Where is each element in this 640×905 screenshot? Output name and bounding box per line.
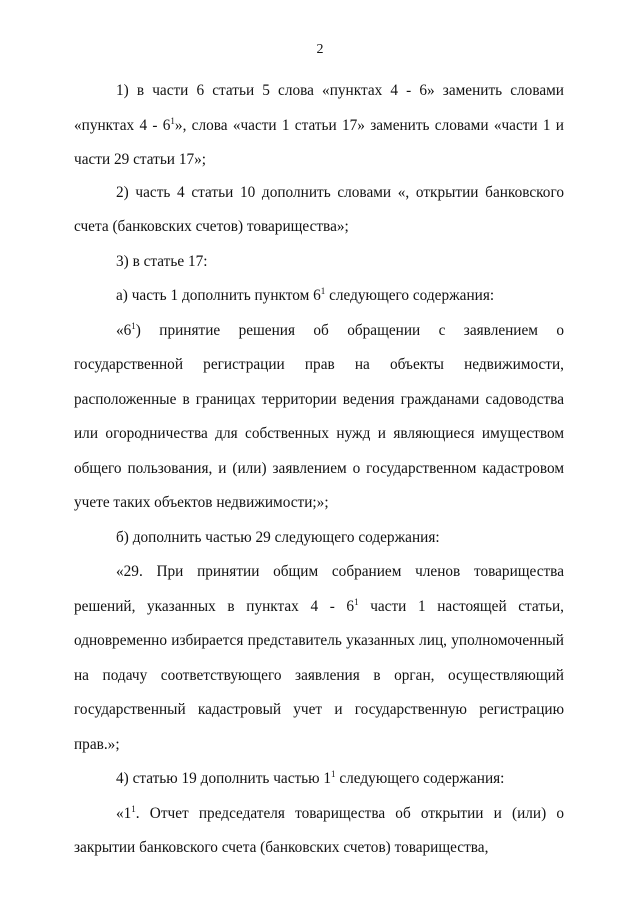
text-fragment: 1) в части 6 статьи 5 слова «пунктах 4 - 6» заменить словами «пунктах 4 - 6 (74, 82, 564, 134)
text-fragment: следующего содержания: (335, 770, 505, 787)
text-fragment: 3) в статье 17: (116, 252, 208, 270)
document-body (74, 74, 564, 866)
superscript-digit: 1 (320, 285, 326, 296)
paragraph-amendment-3a (74, 279, 564, 314)
paragraph-point-6-1-text (74, 314, 564, 521)
paragraph-part-1-1-text (74, 797, 564, 866)
superscript-digit: 1 (170, 115, 175, 126)
text-fragment: «6 (116, 321, 132, 339)
text-fragment: а) часть 1 дополнить пунктом 6 (116, 287, 321, 304)
text-fragment: «29. При принятии общим собранием членов товарищества решений, указанных в пунктах 4 - 6 (74, 563, 564, 615)
paragraph-amendment-3b (74, 521, 564, 556)
text-fragment: ) принятие решения об обращении с заявлением о государственной регистрации прав на объекты недвижимости, расположенные в границах территории ведения гражданами садоводства или огородничества для собственных нужд и являющиеся имуществом общего пользования, и (или) заявлением о государственном кадастровом учете таких объектов недвижимости;»; (74, 321, 564, 511)
superscript-digit: 1 (354, 596, 359, 607)
page-number: 2 (316, 42, 324, 57)
text-fragment: б) дополнить частью 29 следующего содержания: (116, 528, 440, 546)
text-fragment: 4) статью 19 дополнить частью 1 (116, 770, 332, 787)
text-fragment: », слова «части 1 статьи 17» заменить словами «части 1 и части 29 статьи 17»; (74, 116, 564, 168)
superscript-digit: 1 (331, 768, 336, 779)
paragraph-amendment-4 (74, 762, 564, 797)
superscript-digit: 1 (131, 803, 136, 814)
text-fragment: 2) часть 4 статьи 10 дополнить словами «, открытии банковского счета (банковских счетов) товарищества»; (74, 183, 564, 235)
paragraph-amendment-2 (74, 176, 564, 245)
paragraph-amendment-1 (74, 74, 564, 178)
text-fragment: . Отчет председателя товарищества об открытии и (или) о закрытии банковского счета (банковских счетов) товарищества, (74, 804, 564, 856)
text-fragment: части 1 настоящей статьи, одновременно избирается представитель указанных лиц, уполномоченный на подачу соответствующего заявления в орган, осуществляющий государственный кадастровый учет и государственную регистрацию прав.»; (74, 597, 564, 753)
paragraph-amendment-3 (74, 245, 564, 280)
text-fragment: «1 (116, 804, 132, 822)
superscript-digit: 1 (131, 320, 136, 331)
text-fragment: следующего содержания: (325, 287, 495, 304)
paragraph-part-29-text (74, 555, 564, 762)
